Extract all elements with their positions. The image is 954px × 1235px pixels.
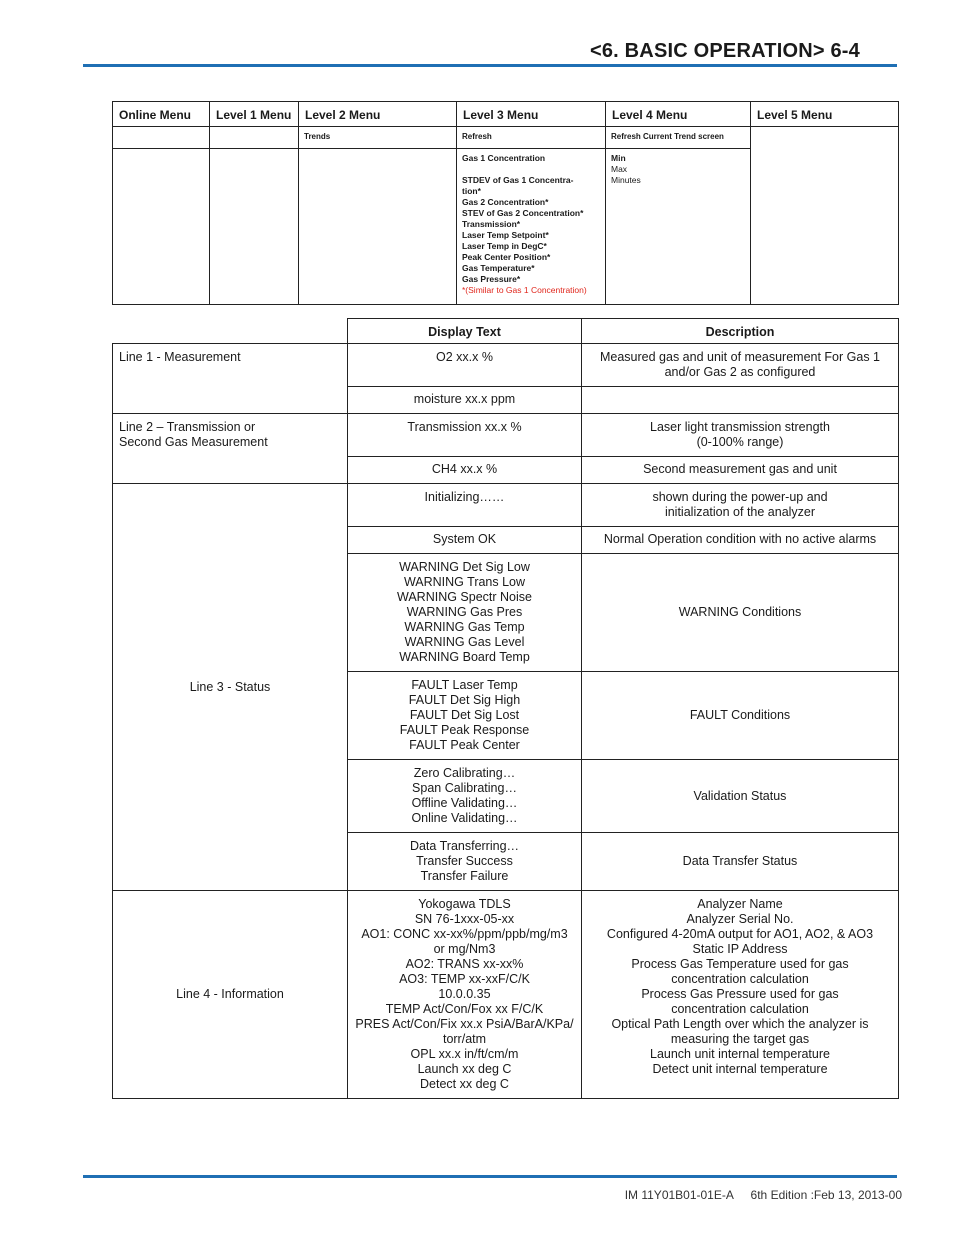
display-text-cell: Transmission xx.x % (348, 414, 582, 457)
text-line: or mg/Nm3 (433, 942, 496, 956)
display-text-cell: CH4 xx.x % (348, 457, 582, 484)
text-line: FAULT Peak Response (399, 723, 530, 737)
description-cell: Data Transfer Status (582, 833, 899, 891)
spacer (462, 164, 600, 175)
line2-label (113, 414, 348, 484)
text-line: AO1: CONC xx-xx%/ppm/ppb/mg/m3 (361, 927, 568, 941)
col-header-level3-menu: Level 3 Menu (457, 102, 606, 127)
text-line: WARNING Det Sig Low (399, 560, 530, 574)
text-line: Static IP Address (692, 942, 788, 956)
text-line: Analyzer Name (697, 897, 783, 911)
text-line: Data Transferring… (409, 839, 520, 853)
list-item: Laser Temp Setpoint* (462, 230, 549, 240)
list-item: Minutes (611, 175, 641, 185)
footnote: *(Similar to Gas 1 Concentration) (462, 285, 587, 295)
text-line: Launch xx deg C (417, 1062, 512, 1076)
edition-info: 6th Edition :Feb 13, 2013-00 (750, 1188, 902, 1202)
col-header-level2-menu: Level 2 Menu (299, 102, 457, 127)
list-item: Laser Temp in DegC* (462, 241, 547, 251)
text-line: FAULT Det Sig Lost (409, 708, 520, 722)
cell-empty (210, 149, 299, 305)
description-cell (582, 484, 899, 527)
text-line: (0-100% range) (696, 435, 784, 449)
text-line: Transfer Failure (420, 869, 509, 883)
list-item: Gas Temperature* (462, 263, 535, 273)
text-line: FAULT Peak Center (409, 738, 520, 752)
text-line: Launch unit internal temperature (650, 1047, 830, 1061)
text-line: Offline Validating… (411, 796, 518, 810)
text-line: SN 76-1xxx-05-xx (414, 912, 515, 926)
text-line: Optical Path Length over which the analyzer is (611, 1017, 869, 1031)
list-item: STEV of Gas 2 Concentration* (462, 208, 584, 218)
display-text-cell (348, 672, 582, 760)
display-text-cell: O2 xx.x % (348, 344, 582, 387)
table-row (113, 891, 899, 1099)
col-header-level4-menu: Level 4 Menu (606, 102, 751, 127)
description-cell: Normal Operation condition with no active alarms (582, 527, 899, 554)
text-line: Measured gas and unit of measurement For Gas 1 (599, 350, 880, 364)
list-item: Max (611, 164, 628, 174)
description-cell: Second measurement gas and unit (582, 457, 899, 484)
text-line: PRES Act/Con/Fix xx.x PsiA/BarA/KPa/ (355, 1017, 574, 1031)
description-cell (582, 414, 899, 457)
text-line: Laser light transmission strength (650, 420, 830, 434)
col-header-level1-menu: Level 1 Menu (210, 102, 299, 127)
col-header-level5-menu: Level 5 Menu (751, 102, 899, 127)
text-line: torr/atm (442, 1032, 487, 1046)
list-item: STDEV of Gas 1 Concentra- (462, 175, 574, 185)
table-row (113, 344, 899, 387)
text-line: TEMP Act/Con/Fox xx F/C/K (385, 1002, 544, 1016)
menu-table (112, 101, 899, 305)
list-item: Gas 1 Concentration (462, 153, 546, 163)
text-line: Transfer Success (416, 854, 513, 868)
list-item: Gas 2 Concentration* (462, 197, 549, 207)
page-title: <6. BASIC OPERATION> 6-4 (589, 40, 860, 62)
table-row (113, 414, 899, 457)
description-cell (582, 891, 899, 1099)
cell-empty (299, 149, 457, 305)
line1-label: Line 1 - Measurement (113, 344, 348, 414)
cell-empty (113, 127, 210, 149)
text-line: Detect unit internal temperature (652, 1062, 828, 1076)
text-line: shown during the power-up and (652, 490, 828, 504)
text-line: WARNING Trans Low (403, 575, 526, 589)
display-text-cell (348, 760, 582, 833)
text-line: FAULT Det Sig High (408, 693, 521, 707)
display-text-cell: Initializing…… (348, 484, 582, 527)
text-line: WARNING Spectr Noise (397, 590, 532, 604)
cell-level4-list (606, 149, 751, 305)
text-line: Line 2 – Transmission or (119, 420, 256, 434)
text-line: OPL xx.x in/ft/cm/m (410, 1047, 519, 1061)
text-line: Detect xx deg C (420, 1077, 509, 1091)
cell-level3-list (457, 149, 606, 305)
text-line: Process Gas Pressure used for gas (641, 987, 839, 1001)
table-row (113, 484, 899, 527)
footer (611, 1188, 902, 1202)
list-item: Min (611, 153, 626, 163)
list-item: Transmission* (462, 219, 521, 229)
list-item: Peak Center Position* (462, 252, 551, 262)
header-divider (83, 64, 897, 67)
cell-empty (113, 319, 348, 344)
text-line: WARNING Gas Temp (404, 620, 525, 634)
text-line: WARNING Board Temp (399, 650, 530, 664)
text-line: Zero Calibrating… (413, 766, 516, 780)
line3-label: Line 3 - Status (113, 484, 348, 891)
cell-trends: Trends (299, 127, 457, 149)
text-line: and/or Gas 2 as configured (664, 365, 816, 379)
text-line: measuring the target gas (670, 1032, 810, 1046)
text-line: 10.0.0.35 (438, 987, 491, 1001)
cell-refresh: Refresh (457, 127, 606, 149)
description-cell: WARNING Conditions (582, 554, 899, 672)
text-line: concentration calculation (671, 972, 809, 986)
text-line: AO3: TEMP xx-xxF/C/K (399, 972, 530, 986)
line4-label: Line 4 - Information (113, 891, 348, 1099)
text-line: AO2: TRANS xx-xx% (405, 957, 524, 971)
col-header-display-text: Display Text (348, 319, 582, 344)
cell-empty (210, 127, 299, 149)
cell-empty (113, 149, 210, 305)
text-line: initialization of the analyzer (664, 505, 816, 519)
display-text-cell (348, 554, 582, 672)
text-line: Online Validating… (411, 811, 518, 825)
text-line: FAULT Laser Temp (411, 678, 518, 692)
description-cell (582, 344, 899, 387)
document-id: IM 11Y01B01-01E-A (624, 1188, 734, 1202)
display-text-cell (348, 891, 582, 1099)
display-table (112, 318, 899, 1099)
col-header-online-menu: Online Menu (113, 102, 210, 127)
description-cell: FAULT Conditions (582, 672, 899, 760)
display-text-cell: moisture xx.x ppm (348, 387, 582, 414)
list-item: Gas Pressure* (462, 274, 521, 284)
text-line: WARNING Gas Level (404, 635, 525, 649)
display-text-cell (348, 833, 582, 891)
text-line: Analyzer Serial No. (686, 912, 794, 926)
text-line: Process Gas Temperature used for gas (631, 957, 849, 971)
text-line: Span Calibrating… (412, 781, 517, 795)
menu-table-header-row (113, 102, 899, 127)
text-line: Configured 4-20mA output for AO1, AO2, & AO3 (606, 927, 874, 941)
col-header-description: Description (582, 319, 899, 344)
display-text-cell: System OK (348, 527, 582, 554)
text-line: concentration calculation (671, 1002, 809, 1016)
footer-divider (83, 1175, 897, 1178)
cell-empty (751, 127, 899, 305)
cell-empty (582, 387, 899, 414)
description-cell: Validation Status (582, 760, 899, 833)
display-table-header-row (113, 319, 899, 344)
text-line: Yokogawa TDLS (418, 897, 511, 911)
list-item: tion* (462, 186, 481, 196)
text-line: Second Gas Measurement (119, 435, 268, 449)
table-row (113, 127, 899, 149)
cell-refresh-current: Refresh Current Trend screen (606, 127, 751, 149)
text-line: WARNING Gas Pres (406, 605, 523, 619)
